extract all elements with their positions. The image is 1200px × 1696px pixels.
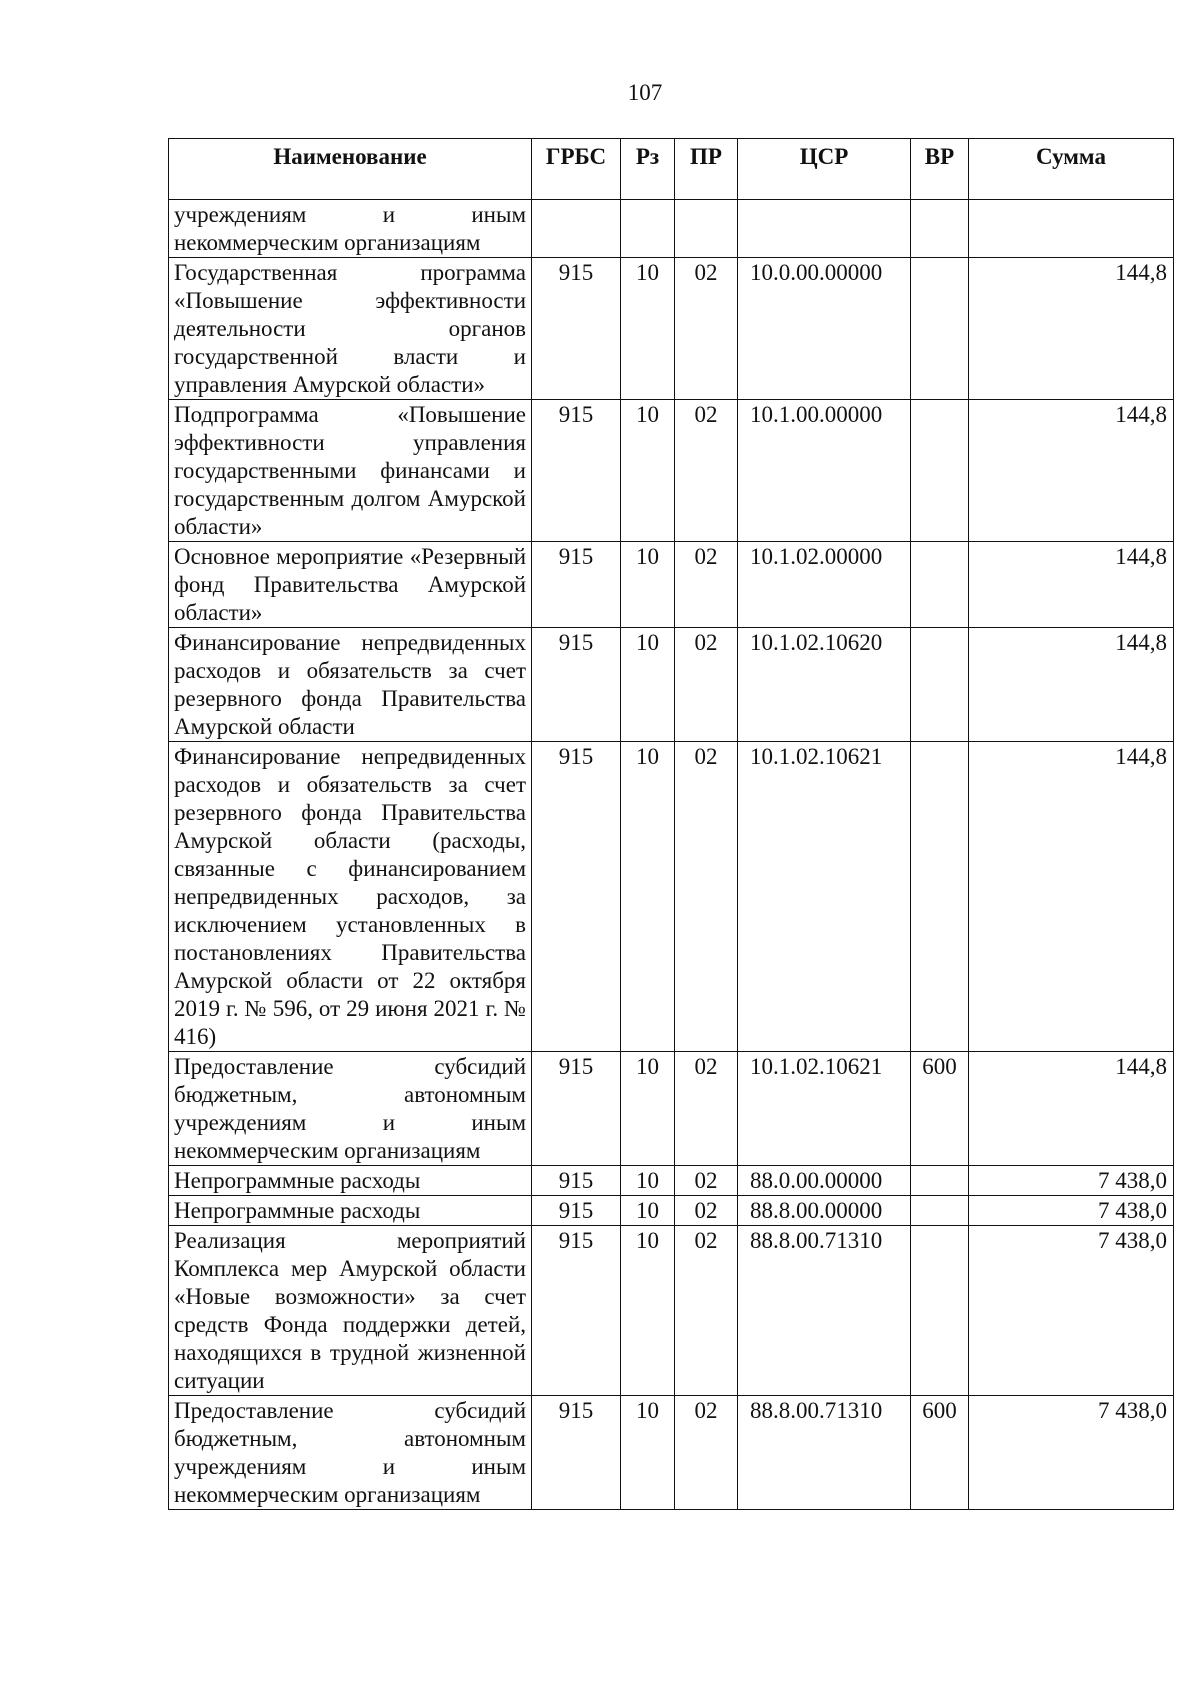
cell-name: Непрограммные расходы [169,1166,532,1196]
cell-vr [911,628,969,742]
cell-sum: 144,8 [969,742,1174,1052]
cell-rz: 10 [621,258,675,400]
cell-rz: 10 [621,542,675,628]
cell-name: Основное мероприятие «Резервный фонд Правительства Амурской области» [169,542,532,628]
cell-pr: 02 [675,628,738,742]
cell-sum: 7 438,0 [969,1226,1174,1396]
cell-rz: 10 [621,1396,675,1510]
cell-name: Непрограммные расходы [169,1196,532,1226]
cell-vr [911,258,969,400]
cell-grbs: 915 [532,258,621,400]
table-row [169,628,1174,742]
cell-rz: 10 [621,1226,675,1396]
cell-name: Государственная программа «Повышение эффективности деятельности органов государственной власти и управления Амурской области» [169,258,532,400]
cell-vr [911,1166,969,1196]
cell-rz [621,200,675,258]
cell-name: Финансирование непредвиденных расходов и обязательств за счет резервного фонда Правительства Амурской области (расходы, связанные с финансированием непредвиденных расходов, за исключением установленных в постановлениях Правительства Амурской области от 22 октября 2019 г. № 596, от 29 июня 2021 г. № 416) [169,742,532,1052]
cell-rz: 10 [621,400,675,542]
page-number: 107 [627,80,663,105]
cell-sum [969,200,1174,258]
cell-vr [911,1226,969,1396]
cell-grbs: 915 [532,1226,621,1396]
cell-name: Финансирование непредвиденных расходов и обязательств за счет резервного фонда Правительства Амурской области [169,628,532,742]
header-rz: Рз [621,139,675,200]
cell-csr: 10.1.02.10621 [738,1052,911,1166]
cell-rz: 10 [621,628,675,742]
cell-vr [911,742,969,1052]
cell-csr: 10.1.02.10621 [738,742,911,1052]
cell-name: Предоставление субсидий бюджетным, автономным учреждениям и иным некоммерческим организациям [169,1052,532,1166]
table-row [169,1226,1174,1396]
cell-csr: 88.0.00.00000 [738,1166,911,1196]
cell-rz: 10 [621,1052,675,1166]
table-row [169,1396,1174,1510]
cell-name: Подпрограмма «Повышение эффективности управления государственными финансами и государственным долгом Амурской области» [169,400,532,542]
cell-grbs: 915 [532,542,621,628]
table-row [169,542,1174,628]
table-row [169,200,1174,258]
cell-sum: 144,8 [969,1052,1174,1166]
cell-csr [738,200,911,258]
cell-vr [911,400,969,542]
header-sum: Сумма [969,139,1174,200]
cell-pr: 02 [675,1196,738,1226]
cell-pr [675,200,738,258]
cell-sum: 7 438,0 [969,1166,1174,1196]
cell-csr: 10.1.00.00000 [738,400,911,542]
cell-grbs: 915 [532,400,621,542]
cell-vr [911,542,969,628]
cell-pr: 02 [675,1226,738,1396]
header-name: Наименование [169,139,532,200]
table-row [169,1052,1174,1166]
cell-sum: 7 438,0 [969,1396,1174,1510]
cell-pr: 02 [675,542,738,628]
cell-vr [911,1196,969,1226]
cell-csr: 88.8.00.71310 [738,1226,911,1396]
cell-rz: 10 [621,742,675,1052]
cell-sum: 144,8 [969,628,1174,742]
cell-csr: 10.1.02.10620 [738,628,911,742]
cell-pr: 02 [675,742,738,1052]
cell-vr [911,200,969,258]
cell-grbs: 915 [532,1396,621,1510]
budget-table [168,138,1174,1510]
cell-vr: 600 [911,1052,969,1166]
cell-csr: 10.0.00.00000 [738,258,911,400]
cell-grbs: 915 [532,1052,621,1166]
table-row [169,400,1174,542]
header-vr: ВР [911,139,969,200]
table-row [169,1196,1174,1226]
cell-grbs [532,200,621,258]
cell-grbs: 915 [532,1166,621,1196]
cell-csr: 88.8.00.00000 [738,1196,911,1226]
cell-rz: 10 [621,1196,675,1226]
table-header-row [169,139,1174,200]
table-row [169,742,1174,1052]
cell-csr: 88.8.00.71310 [738,1396,911,1510]
cell-sum: 7 438,0 [969,1196,1174,1226]
cell-name: учреждениям и иным некоммерческим организациям [169,200,532,258]
cell-pr: 02 [675,1166,738,1196]
cell-csr: 10.1.02.00000 [738,542,911,628]
cell-sum: 144,8 [969,258,1174,400]
header-pr: ПР [675,139,738,200]
cell-pr: 02 [675,400,738,542]
table-row [169,258,1174,400]
header-grbs: ГРБС [532,139,621,200]
cell-pr: 02 [675,1396,738,1510]
cell-name: Реализация мероприятий Комплекса мер Амурской области «Новые возможности» за счет средств Фонда поддержки детей, находящихся в трудной жизненной ситуации [169,1226,532,1396]
cell-rz: 10 [621,1166,675,1196]
table-body [169,200,1174,1510]
cell-sum: 144,8 [969,400,1174,542]
header-csr: ЦСР [738,139,911,200]
cell-vr: 600 [911,1396,969,1510]
cell-name: Предоставление субсидий бюджетным, автономным учреждениям и иным некоммерческим организациям [169,1396,532,1510]
cell-pr: 02 [675,258,738,400]
cell-sum: 144,8 [969,542,1174,628]
cell-grbs: 915 [532,1196,621,1226]
cell-grbs: 915 [532,742,621,1052]
cell-grbs: 915 [532,628,621,742]
cell-pr: 02 [675,1052,738,1166]
table-row [169,1166,1174,1196]
